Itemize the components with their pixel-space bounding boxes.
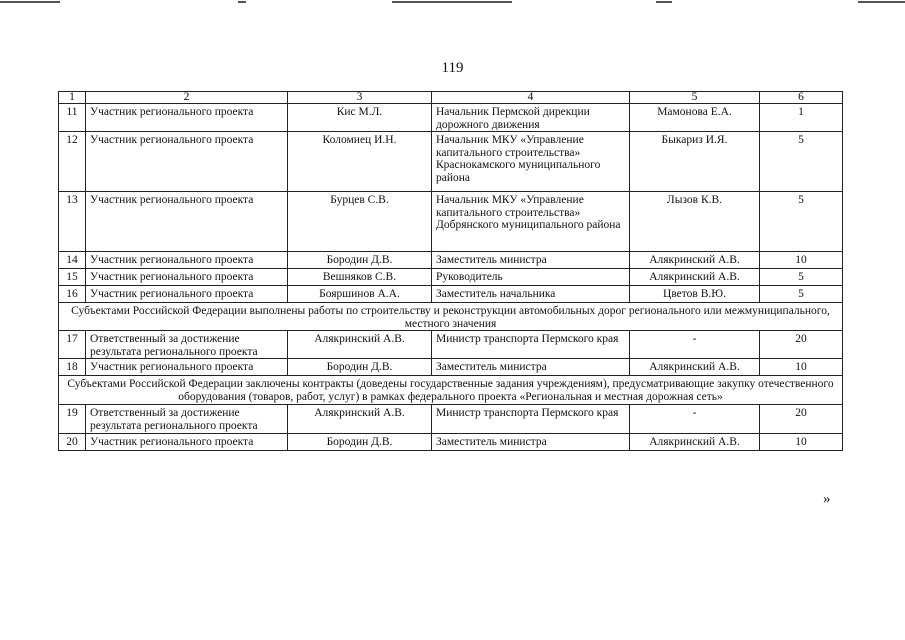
row-number-cell: 16 bbox=[59, 286, 86, 303]
responsible-person-cell: Кис М.Л. bbox=[288, 104, 432, 132]
column-header: 5 bbox=[630, 92, 760, 104]
participant-role-cell: Участник регионального проекта bbox=[86, 132, 288, 192]
responsible-person-cell: Бородин Д.В. bbox=[288, 252, 432, 269]
table-row bbox=[59, 252, 843, 269]
weight-value-cell: 10 bbox=[760, 252, 843, 269]
position-cell: Министр транспорта Пермского края bbox=[432, 405, 630, 434]
responsible-person-cell: Алякринский А.В. bbox=[288, 405, 432, 434]
table-row bbox=[59, 434, 843, 451]
supervisor-cell: Алякринский А.В. bbox=[630, 252, 760, 269]
weight-value-cell: 5 bbox=[760, 132, 843, 192]
participant-role-cell: Участник регионального проекта bbox=[86, 104, 288, 132]
supervisor-cell: Алякринский А.В. bbox=[630, 359, 760, 376]
row-number-cell: 19 bbox=[59, 405, 86, 434]
participant-role-cell: Участник регионального проекта bbox=[86, 252, 288, 269]
table-row bbox=[59, 286, 843, 303]
responsible-person-cell: Бородин Д.В. bbox=[288, 434, 432, 451]
responsible-person-cell: Вешняков С.В. bbox=[288, 269, 432, 286]
row-number-cell: 14 bbox=[59, 252, 86, 269]
row-number-cell: 18 bbox=[59, 359, 86, 376]
participant-role-cell: Ответственный за достижение результата регионального проекта bbox=[86, 405, 288, 434]
position-cell: Начальник МКУ «Управление капитального строительства» Краснокамского муниципального района bbox=[432, 132, 630, 192]
row-number-cell: 20 bbox=[59, 434, 86, 451]
scan-edge bbox=[0, 0, 905, 5]
weight-value-cell: 20 bbox=[760, 331, 843, 359]
column-header: 3 bbox=[288, 92, 432, 104]
closing-quote-mark: » bbox=[823, 491, 831, 507]
table-row bbox=[59, 104, 843, 132]
column-header: 6 bbox=[760, 92, 843, 104]
participant-role-cell: Ответственный за достижение результата регионального проекта bbox=[86, 331, 288, 359]
position-cell: Министр транспорта Пермского края bbox=[432, 331, 630, 359]
supervisor-cell: - bbox=[630, 331, 760, 359]
supervisor-cell: Мамонова Е.А. bbox=[630, 104, 760, 132]
row-number-cell: 12 bbox=[59, 132, 86, 192]
section-heading: Субъектами Российской Федерации заключены контракты (доведены государственные задания учреждениям), предусматривающие закупку отечественного оборудования (товаров, работ, услуг) в рамках федерального проекта «Региональная и местная дорожная сеть» bbox=[59, 376, 843, 405]
page-number: 119 bbox=[441, 60, 464, 76]
row-number-cell: 15 bbox=[59, 269, 86, 286]
row-number-cell: 17 bbox=[59, 331, 86, 359]
weight-value-cell: 10 bbox=[760, 359, 843, 376]
responsible-person-cell: Бояршинов А.А. bbox=[288, 286, 432, 303]
participant-role-cell: Участник регионального проекта bbox=[86, 286, 288, 303]
table-row bbox=[59, 132, 843, 192]
table-row bbox=[59, 405, 843, 434]
position-cell: Начальник МКУ «Управление капитального строительства» Добрянского муниципального района bbox=[432, 192, 630, 252]
table-row bbox=[59, 359, 843, 376]
responsible-person-cell: Коломиец И.Н. bbox=[288, 132, 432, 192]
table-row bbox=[59, 331, 843, 359]
row-number-cell: 13 bbox=[59, 192, 86, 252]
position-cell: Заместитель министра bbox=[432, 359, 630, 376]
table-header-row bbox=[59, 92, 843, 104]
column-header: 1 bbox=[59, 92, 86, 104]
section-heading: Субъектами Российской Федерации выполнены работы по строительству и реконструкции автомобильных дорог регионального или межмуниципального, местного значения bbox=[59, 303, 843, 331]
position-cell: Заместитель министра bbox=[432, 252, 630, 269]
position-cell: Начальник Пермской дирекции дорожного движения bbox=[432, 104, 630, 132]
table-row bbox=[59, 192, 843, 252]
responsibility-table bbox=[58, 91, 843, 451]
position-cell: Заместитель министра bbox=[432, 434, 630, 451]
row-number-cell: 11 bbox=[59, 104, 86, 132]
supervisor-cell: Лызов К.В. bbox=[630, 192, 760, 252]
participant-role-cell: Участник регионального проекта bbox=[86, 359, 288, 376]
weight-value-cell: 10 bbox=[760, 434, 843, 451]
responsible-person-cell: Алякринский А.В. bbox=[288, 331, 432, 359]
weight-value-cell: 5 bbox=[760, 269, 843, 286]
supervisor-cell: Быкариз И.Я. bbox=[630, 132, 760, 192]
supervisor-cell: Алякринский А.В. bbox=[630, 269, 760, 286]
supervisor-cell: - bbox=[630, 405, 760, 434]
position-cell: Руководитель bbox=[432, 269, 630, 286]
weight-value-cell: 5 bbox=[760, 192, 843, 252]
supervisor-cell: Алякринский А.В. bbox=[630, 434, 760, 451]
supervisor-cell: Цветов В.Ю. bbox=[630, 286, 760, 303]
position-cell: Заместитель начальника bbox=[432, 286, 630, 303]
weight-value-cell: 5 bbox=[760, 286, 843, 303]
column-header: 4 bbox=[432, 92, 630, 104]
participant-role-cell: Участник регионального проекта bbox=[86, 192, 288, 252]
table-body bbox=[59, 104, 843, 451]
weight-value-cell: 1 bbox=[760, 104, 843, 132]
section-heading-row bbox=[59, 303, 843, 331]
participant-role-cell: Участник регионального проекта bbox=[86, 269, 288, 286]
responsible-person-cell: Бурцев С.В. bbox=[288, 192, 432, 252]
participant-role-cell: Участник регионального проекта bbox=[86, 434, 288, 451]
column-header: 2 bbox=[86, 92, 288, 104]
responsible-person-cell: Бородин Д.В. bbox=[288, 359, 432, 376]
weight-value-cell: 20 bbox=[760, 405, 843, 434]
table-row bbox=[59, 269, 843, 286]
section-heading-row bbox=[59, 376, 843, 405]
